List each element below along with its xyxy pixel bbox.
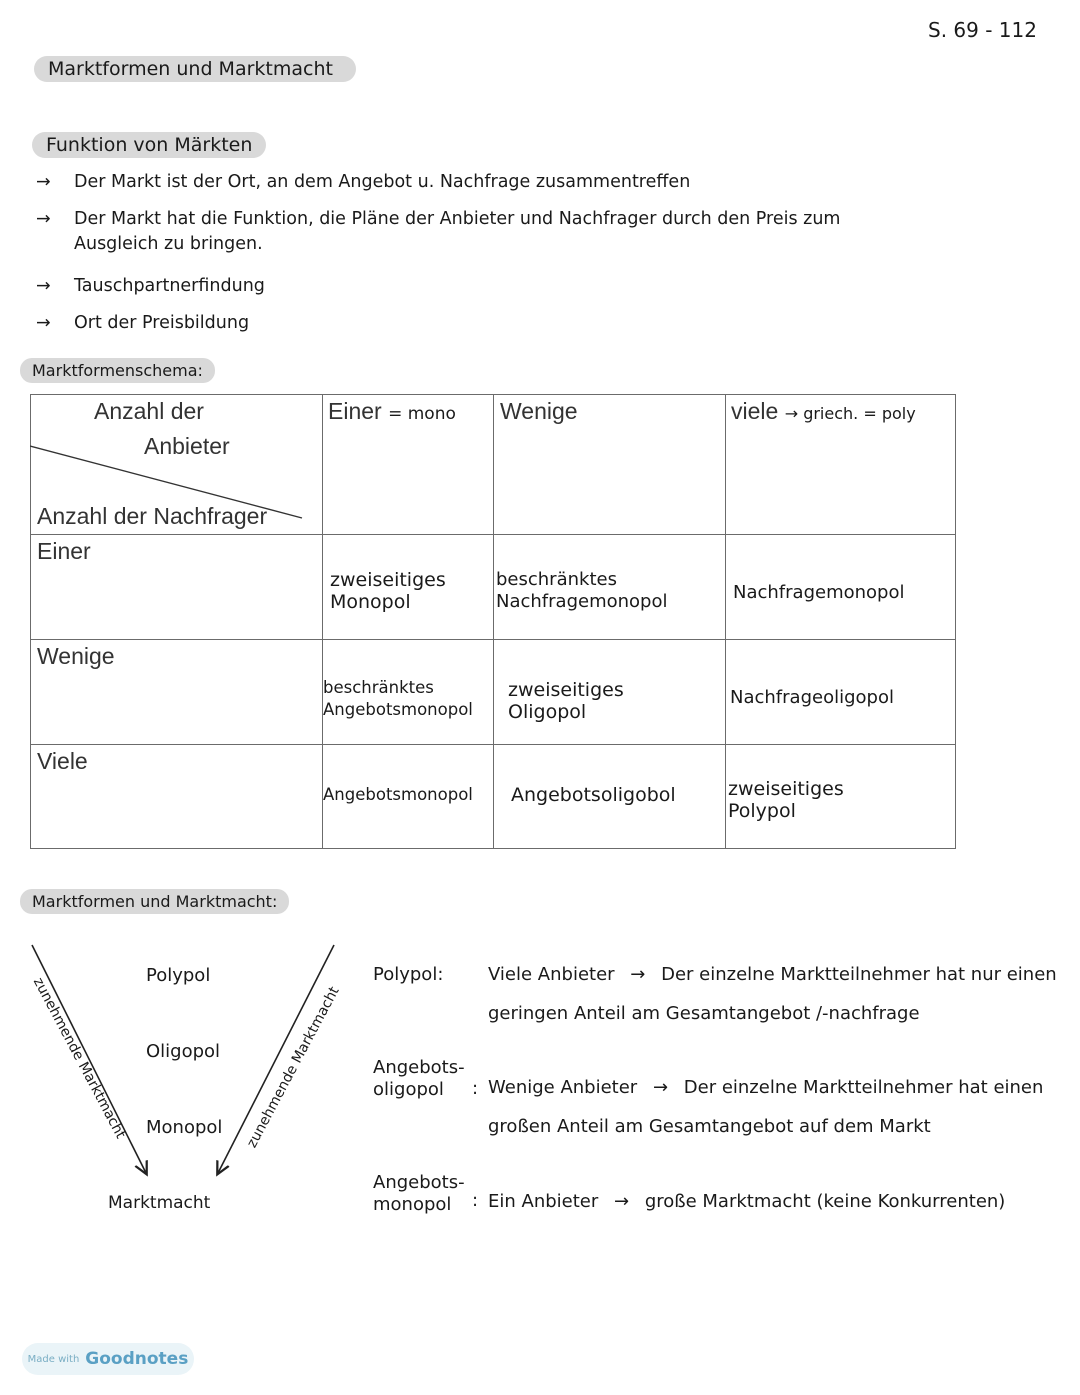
cell-beschraenktes-angebotsmonopol: beschränktes Angebotsmonopol [323,678,473,719]
corner-label-anbieter-1: Anzahl der [94,398,204,424]
cell-angebotsmonopol: Angebotsmonopol [323,785,473,804]
def-term-angebotsmonopol: Angebots- monopol [373,1172,465,1215]
col-header-viele: viele → griech. = poly [731,398,916,424]
marktformen-table [30,394,956,849]
section-heading-schema: Marktformenschema: [20,358,215,383]
arrow-icon: → [614,1191,630,1212]
arrow-icon: → [652,1077,669,1098]
corner-label-nachfrager: Anzahl der Nachfrager [37,503,268,529]
goodnotes-badge [22,1343,194,1375]
corner-label-anbieter-2: Anbieter [144,433,230,459]
row-header-viele: Viele [37,748,88,774]
arrow-icon: → [630,964,646,985]
section-heading-marktmacht: Marktformen und Marktmacht: [20,889,289,914]
def-oligopol-line1: Wenige Anbieter → Der einzelne Marktteilnehmer hat einen [488,1077,1044,1098]
made-with-label: Made with [27,1353,80,1365]
bullet-item: → Der Markt hat die Funktion, die Pläne der Anbieter und Nachfrager durch den Preis zum [36,209,841,229]
row-header-einer: Einer [37,538,91,564]
cell-nachfrageoligopol: Nachfrageoligopol [730,687,894,708]
bullet-item: → Der Markt ist der Ort, an dem Angebot u. Nachfrage zusammentreffen [36,172,691,192]
col-header-einer: Einer = mono [328,398,456,424]
page-reference: S. 69 - 112 [928,18,1037,42]
diagram-level-oligopol: Oligopol [146,1041,221,1062]
arrow-icon: → [36,313,51,333]
diagram-level-monopol: Monopol [146,1117,223,1138]
def-colon: : [472,1078,479,1099]
right-arrow-line [218,945,334,1173]
def-term-angebotsoligopol: Angebots- oligopol [373,1057,465,1100]
def-oligopol-line2: großen Anteil am Gesamtangebot auf dem Markt [488,1116,931,1137]
def-term-polypol: Polypol: [373,964,444,985]
def-monopol-line1: Ein Anbieter → große Marktmacht (keine Konkurrenten) [488,1191,1006,1212]
def-colon: : [472,1190,479,1211]
goodnotes-logo: Goodnotes [85,1349,189,1369]
cell-nachfragemonopol: Nachfragemonopol [733,582,905,603]
bullet-item: → Tauschpartnerfindung [36,276,265,296]
diagram-side-label-left: zunehmende Marktmacht [29,975,129,1142]
diagram-level-polypol: Polypol [146,965,211,986]
cell-angebotsoligobol: Angebotsoligobol [511,784,676,806]
bullet-continuation: Ausgleich zu bringen. [74,234,263,254]
row-header-wenige: Wenige [37,643,115,669]
cell-zweiseitiges-oligopol: zweiseitiges Oligopol [508,679,624,723]
cell-zweiseitiges-monopol: zweiseitiges Monopol [330,569,446,613]
def-polypol-line2: geringen Anteil am Gesamtangebot /-nachfrage [488,1003,920,1024]
page-title: Marktformen und Marktmacht [34,56,356,82]
arrow-icon: → [36,276,51,296]
def-polypol-line1: Viele Anbieter → Der einzelne Marktteilnehmer hat nur einen [488,964,1057,985]
diagram-bottom-label: Marktmacht [108,1193,211,1213]
col-header-wenige: Wenige [500,398,578,424]
section-heading-funktion: Funktion von Märkten [32,132,266,158]
arrow-icon: → [36,209,51,229]
arrow-icon: → [36,172,51,192]
cell-zweiseitiges-polypol: zweiseitiges Polypol [728,778,844,822]
cell-beschraenktes-nachfragemonopol: beschränktes Nachfragemonopol [496,569,668,612]
bullet-item: → Ort der Preisbildung [36,313,250,333]
diagram-side-label-right: zunehmende Marktmacht [244,984,343,1151]
